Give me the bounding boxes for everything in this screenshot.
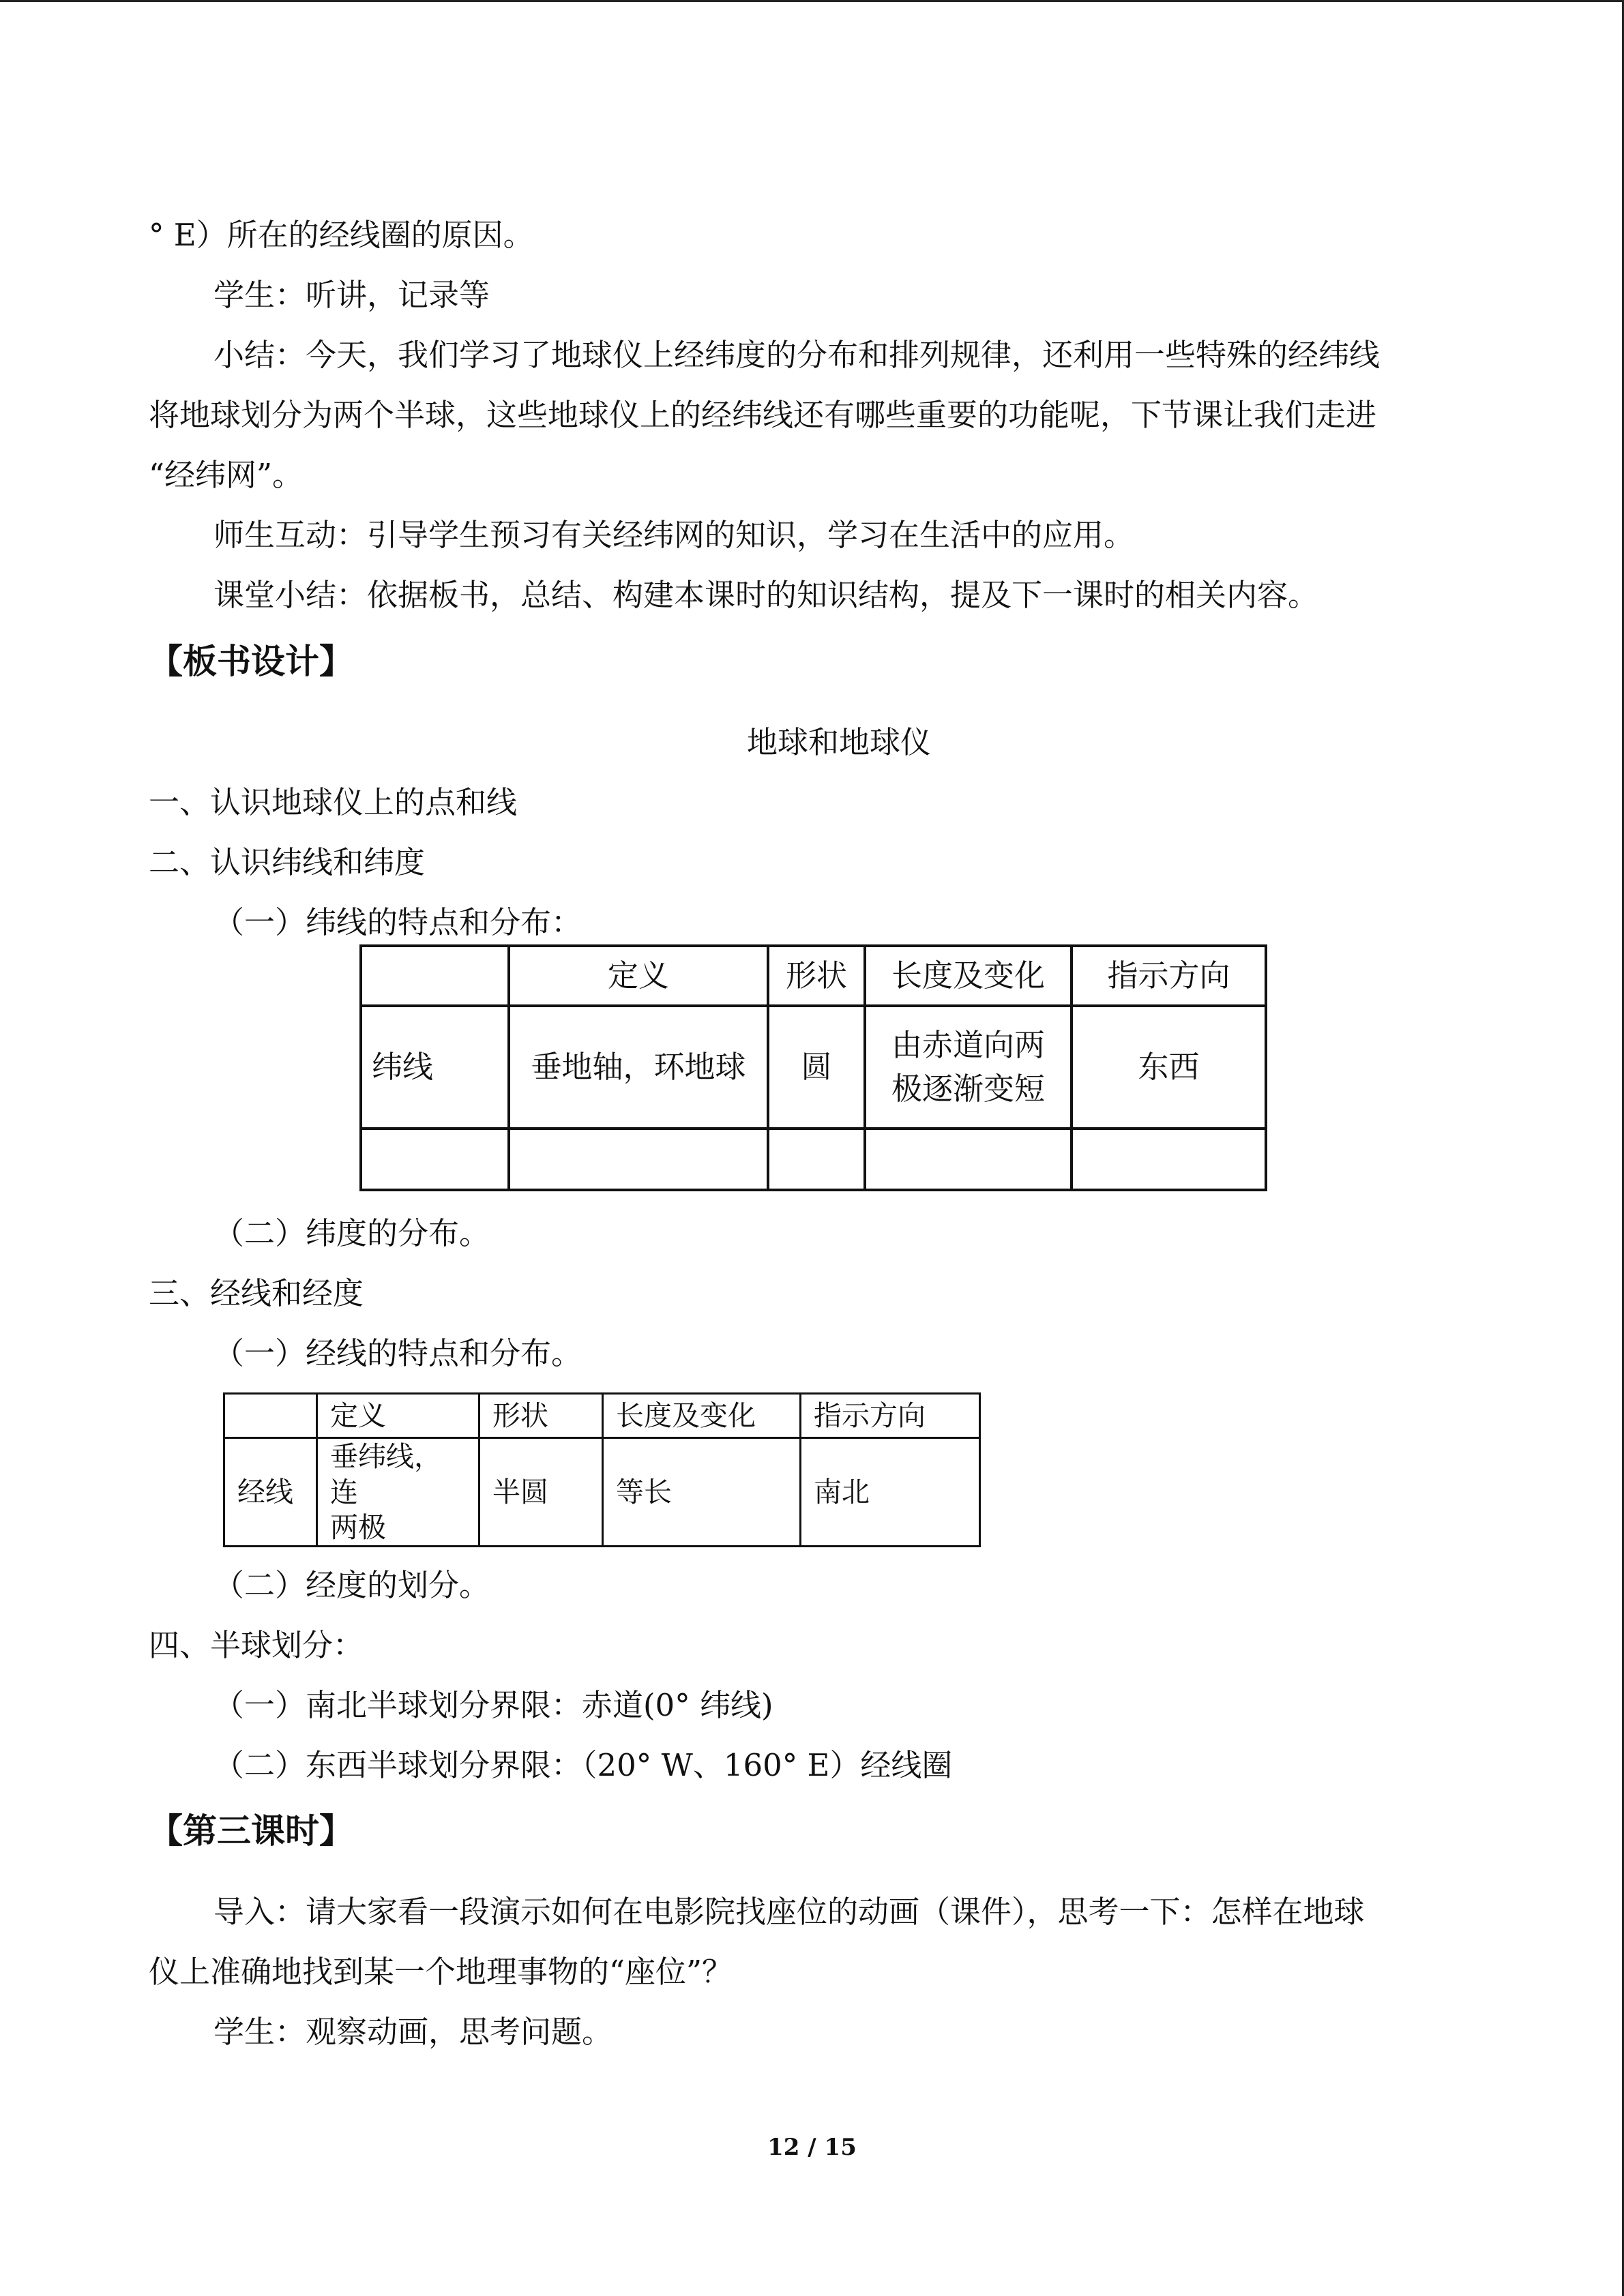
table-header-cell bbox=[224, 1394, 317, 1438]
section-4-2-east-west: （二）东西半球划分界限：（20° W、160° E）经线圈 bbox=[213, 1747, 953, 1783]
third-lesson-heading: 【第三课时】 bbox=[149, 1811, 353, 1851]
paragraph-class-summary: 课堂小结：依据板书，总结、构建本课时的知识结构，提及下一课时的相关内容。 bbox=[213, 577, 1319, 613]
third-lesson-intro-line-2: 仪上准确地找到某一个地理事物的“座位”？ bbox=[149, 1954, 733, 1990]
table-cell-length bbox=[865, 1006, 1072, 1129]
page-border-top bbox=[0, 0, 1624, 2]
paragraph-reason-line: ° E）所在的经线圈的原因。 bbox=[149, 217, 534, 253]
table-cell-definition: 垂地轴，环地球 bbox=[509, 1006, 768, 1129]
table-row bbox=[361, 1006, 1266, 1129]
longitude-table bbox=[223, 1392, 981, 1547]
table-row bbox=[224, 1438, 980, 1547]
section-2-latitude: 二、认识纬线和纬度 bbox=[149, 844, 426, 880]
table-cell-definition-line-2: 两极 bbox=[330, 1511, 386, 1544]
table-header-cell: 指示方向 bbox=[1072, 946, 1266, 1006]
paragraph-summary-line-3: “经纬网”。 bbox=[149, 457, 304, 493]
table-cell-name: 纬线 bbox=[361, 1006, 509, 1129]
third-lesson-intro-line-1: 导入：请大家看一段演示如何在电影院找座位的动画（课件），思考一下：怎样在地球 bbox=[213, 1894, 1365, 1930]
table-cell-length-line-1: 由赤道向两 bbox=[891, 1027, 1045, 1063]
section-4-1-north-south: （一）南北半球划分界限：赤道(0° 纬线) bbox=[213, 1687, 773, 1723]
table-cell-empty bbox=[361, 1129, 509, 1190]
section-4-hemispheres: 四、半球划分： bbox=[149, 1627, 364, 1663]
table-cell-name: 经线 bbox=[224, 1438, 317, 1547]
table-header-cell bbox=[361, 946, 509, 1006]
table-header-cell: 定义 bbox=[509, 946, 768, 1006]
table-cell-empty bbox=[1072, 1129, 1266, 1190]
table-cell-empty bbox=[768, 1129, 865, 1190]
table-header-cell: 指示方向 bbox=[801, 1394, 980, 1438]
section-3-longitude: 三、经线和经度 bbox=[149, 1275, 364, 1311]
paragraph-summary-line-2: 将地球划分为两个半球，这些地球仪上的经纬线还有哪些重要的功能呢，下节课让我们走进 bbox=[149, 397, 1377, 433]
table-header-cell: 定义 bbox=[317, 1394, 479, 1438]
board-design-title: 地球和地球仪 bbox=[747, 724, 932, 760]
section-1-points-lines: 一、认识地球仪上的点和线 bbox=[149, 784, 518, 820]
table-header-row bbox=[224, 1394, 980, 1438]
table-header-cell: 形状 bbox=[768, 946, 865, 1006]
section-3-2-longitude-division: （二）经度的划分。 bbox=[213, 1567, 490, 1603]
paragraph-interaction: 师生互动：引导学生预习有关经纬网的知识，学习在生活中的应用。 bbox=[213, 517, 1135, 553]
third-lesson-student: 学生：观察动画，思考问题。 bbox=[213, 2014, 613, 2050]
section-3-1-longitude-features: （一）经线的特点和分布。 bbox=[213, 1335, 582, 1371]
page-number: 12 / 15 bbox=[767, 2134, 857, 2161]
table-cell-shape: 半圆 bbox=[479, 1438, 603, 1547]
paragraph-summary-line-1: 小结：今天，我们学习了地球仪上经纬度的分布和排列规律，还利用一些特殊的经纬线 bbox=[213, 337, 1381, 373]
table-cell-empty bbox=[509, 1129, 768, 1190]
table-cell-direction: 南北 bbox=[801, 1438, 980, 1547]
paragraph-student-listen: 学生：听讲，记录等 bbox=[213, 277, 490, 313]
table-header-cell: 长度及变化 bbox=[603, 1394, 801, 1438]
table-row-empty bbox=[361, 1129, 1266, 1190]
table-cell-direction: 东西 bbox=[1072, 1006, 1266, 1129]
table-cell-length-line-2: 极逐渐变短 bbox=[891, 1071, 1045, 1107]
table-header-row bbox=[361, 946, 1266, 1006]
latitude-table bbox=[359, 944, 1267, 1191]
section-2-2-latitude-distribution: （二）纬度的分布。 bbox=[213, 1215, 490, 1251]
table-header-cell: 形状 bbox=[479, 1394, 603, 1438]
table-cell-empty bbox=[865, 1129, 1072, 1190]
table-cell-length: 等长 bbox=[603, 1438, 801, 1547]
table-cell-shape: 圆 bbox=[768, 1006, 865, 1129]
table-header-cell: 长度及变化 bbox=[865, 946, 1072, 1006]
table-cell-definition-line-1: 垂纬线，连 bbox=[330, 1440, 442, 1508]
table-cell-definition bbox=[317, 1438, 479, 1547]
board-design-heading: 【板书设计】 bbox=[149, 642, 353, 681]
section-2-1-latitude-features: （一）纬线的特点和分布： bbox=[213, 904, 582, 940]
